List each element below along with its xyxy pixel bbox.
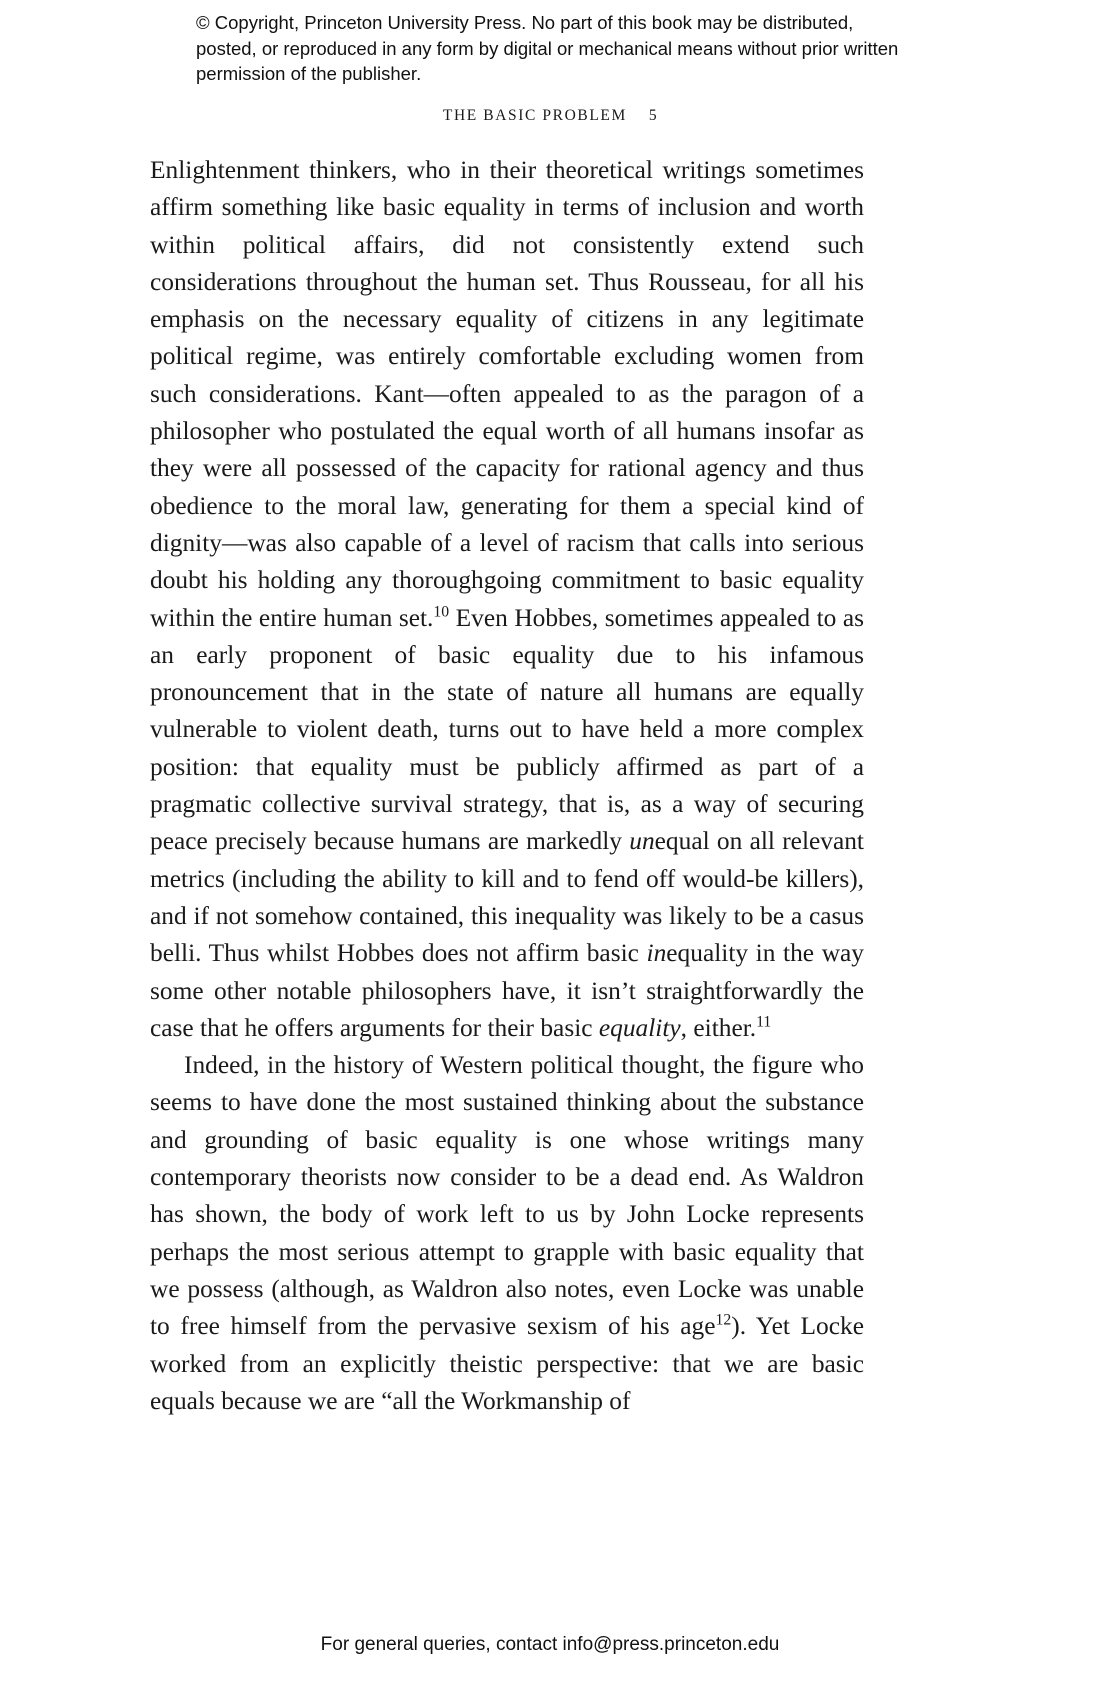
body-text bbox=[150, 152, 864, 1420]
paragraph-2-part-a: Indeed, in the history of Western political thought, the figure who seems to have done the most sustained thinking about the substance and grounding of basic equality is one whose writings many contemporary theorists now consider to be a dead end. As Waldron has shown, the body of work left to us by John Locke represents perhaps the most serious attempt to grapple with basic equality that we possess (although, as Waldron also notes, even Locke was unable to free himself from the pervasive sexism of his age bbox=[150, 1051, 864, 1341]
paragraph-1-italic-un: un bbox=[629, 827, 655, 856]
footnote-ref-11: 11 bbox=[756, 1013, 772, 1031]
footnote-ref-10: 10 bbox=[433, 603, 450, 621]
page-number: 5 bbox=[648, 107, 658, 124]
footer-queries-notice: For general queries, contact info@press.princeton.edu bbox=[320, 1634, 780, 1655]
paragraph-1-italic-in: in bbox=[646, 939, 667, 968]
footnote-ref-12: 12 bbox=[715, 1311, 732, 1329]
paragraph-1-part-d: equality in the way some other notable philosophers have, it isn’t straightforwardly the case that he offers arguments for their basic bbox=[150, 939, 864, 1042]
running-head bbox=[0, 107, 1100, 125]
paragraph-1 bbox=[150, 152, 864, 1047]
running-head-title: THE BASIC PROBLEM bbox=[442, 107, 627, 124]
paragraph-2 bbox=[150, 1047, 864, 1420]
paragraph-2-part-b: ). Yet Locke worked from an explicitly theistic perspective: that we are basic equals because we are “all the Workmanship of bbox=[150, 1312, 864, 1415]
paragraph-1-part-a: Enlightenment thinkers, who in their theoretical writings sometimes affirm something like basic equality in terms of inclusion and worth within political affairs, did not consistently extend such considerations throughout the human set. Thus Rousseau, for all his emphasis on the necessary equality of citizens in any legitimate political regime, was entirely comfortable excluding women from such considerations. Kant—often appealed to as the paragon of a philosopher who postulated the equal worth of all humans insofar as they were all possessed of the capacity for rational agency and thus obedience to the moral law, generating for them a special kind of dignity—was also capable of a level of racism that calls into serious doubt his holding any thoroughgoing commitment to basic equality within the entire human set. bbox=[150, 156, 864, 632]
copyright-notice: © Copyright, Princeton University Press. No part of this book may be distributed, posted, or reproduced in any form by digital or mechanical means without prior written permission of the publisher. bbox=[196, 12, 899, 84]
paragraph-1-part-e: , either. bbox=[680, 1013, 757, 1042]
paragraph-1-part-b: Even Hobbes, sometimes appealed to as an early proponent of basic equality due to his infamous pronouncement that in the state of nature all humans are equally vulnerable to violent death, turns out to have held a more complex position: that equality must be publicly affirmed as part of a pragmatic collective survival strategy, that is, as a way of securing peace precisely because humans are markedly bbox=[150, 603, 864, 856]
paragraph-1-part-c: equal on all relevant metrics (including the ability to kill and to fend off would-be killers), and if not somehow contained, this inequality was likely to be a casus belli. Thus whilst Hobbes does not affirm basic bbox=[150, 827, 864, 968]
paragraph-1-italic-equality: equality bbox=[598, 1013, 681, 1042]
